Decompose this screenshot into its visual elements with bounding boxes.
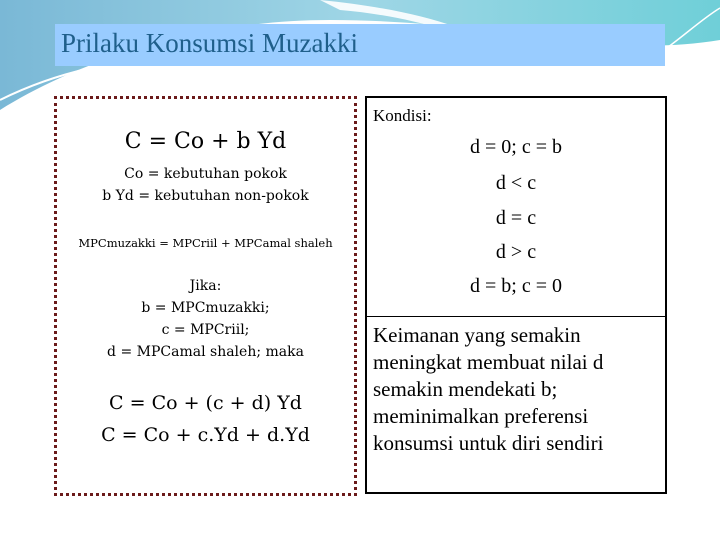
title-bar	[55, 24, 665, 66]
condition-item: d = b; c = 0	[470, 275, 562, 297]
formula-expanded-1: C = Co + (c + d) Yd	[109, 392, 302, 414]
condition-item: d < c	[495, 172, 537, 194]
kondisi-label: Kondisi:	[373, 106, 432, 125]
jika-label: Jika:	[189, 278, 222, 294]
definition-c: c = MPCriil;	[161, 322, 250, 338]
divider	[367, 316, 665, 317]
definition-b: b = MPCmuzakki;	[141, 300, 270, 316]
formula-expanded-2: C = Co + c.Yd + d.Yd	[101, 424, 310, 446]
slide-title: Prilaku Konsumsi Muzakki	[61, 28, 358, 58]
definition-byd: b Yd = kebutuhan non-pokok	[102, 188, 309, 204]
condition-box	[365, 96, 667, 494]
condition-item: d = 0; c = b	[470, 136, 562, 158]
explanation-note: Keimanan yang semakin meningkat membuat nilai d semakin mendekati b; meminimalkan preferensi konsumsi untuk diri sendiri	[373, 323, 604, 455]
mpc-formula: MPCmuzakki = MPCriil + MPCamal shaleh	[78, 236, 333, 250]
definition-d: d = MPCamal shaleh; maka	[107, 344, 304, 360]
main-formula: C = Co + b Yd	[124, 129, 287, 154]
condition-item: d > c	[495, 241, 537, 263]
definition-co: Co = kebutuhan pokok	[124, 166, 287, 182]
formula-box	[54, 96, 357, 496]
condition-item: d = c	[495, 207, 537, 229]
